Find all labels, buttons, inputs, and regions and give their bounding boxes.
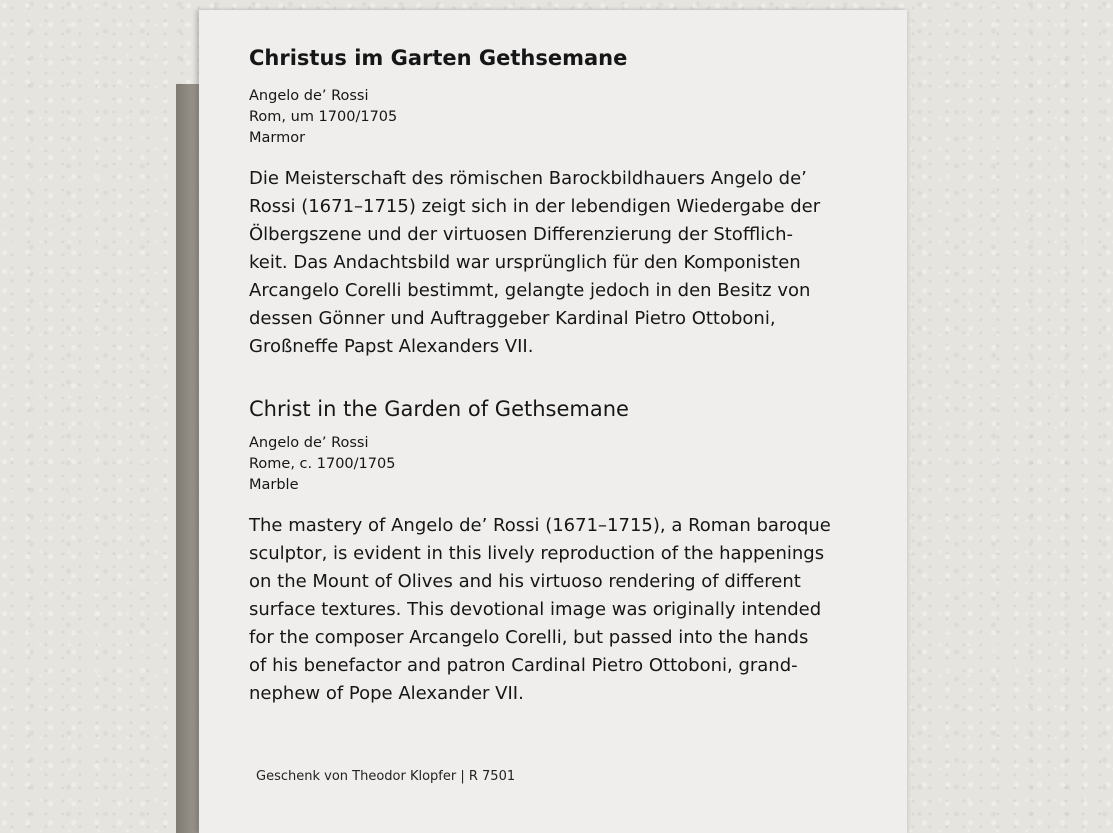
credit-line: Geschenk von Theodor Klopfer | R 7501	[256, 769, 516, 784]
place-date-german: Rom, um 1700/1705	[249, 109, 398, 125]
artist-name-english: Angelo de’ Rossi	[249, 435, 369, 451]
description-line: for the composer Arcangelo Corelli, but passed into the hands	[249, 627, 809, 648]
label-section-english	[249, 395, 889, 708]
artwork-title-german: Christus im Garten Gethsemane	[249, 46, 628, 70]
museum-label-card	[199, 10, 907, 833]
description-english	[249, 512, 889, 708]
description-line: of his benefactor and patron Cardinal Pietro Ottoboni, grand-	[249, 655, 798, 676]
place-date-english: Rome, c. 1700/1705	[249, 456, 396, 472]
description-line: The mastery of Angelo de’ Rossi (1671–1715), a Roman baroque	[249, 515, 831, 536]
artist-name-german: Angelo de’ Rossi	[249, 88, 369, 104]
description-line: Die Meisterschaft des römischen Barockbildhauers Angelo de’	[249, 168, 807, 189]
description-line: surface textures. This devotional image was originally intended	[249, 599, 822, 620]
description-line: sculptor, is evident in this lively reproduction of the happenings	[249, 543, 825, 564]
description-line: Arcangelo Corelli bestimmt, gelangte jedoch in den Besitz von	[249, 280, 811, 301]
description-german	[249, 165, 889, 361]
description-line: keit. Das Andachtsbild war ursprünglich für den Komponisten	[249, 252, 801, 273]
description-line: Großneffe Papst Alexanders VII.	[249, 336, 534, 357]
description-line: on the Mount of Olives and his virtuoso rendering of different	[249, 571, 801, 592]
description-line: Ölbergszene und der virtuosen Differenzierung der Stofflich-	[249, 224, 794, 245]
artwork-title-english: Christ in the Garden of Gethsemane	[249, 397, 629, 421]
label-section-german	[249, 44, 889, 361]
description-line: Rossi (1671–1715) zeigt sich in der lebendigen Wiedergabe der	[249, 196, 821, 217]
description-line: dessen Gönner und Auftraggeber Kardinal Pietro Ottoboni,	[249, 308, 776, 329]
description-line: nephew of Pope Alexander VII.	[249, 683, 524, 704]
material-english: Marble	[249, 477, 299, 493]
material-german: Marmor	[249, 130, 306, 146]
